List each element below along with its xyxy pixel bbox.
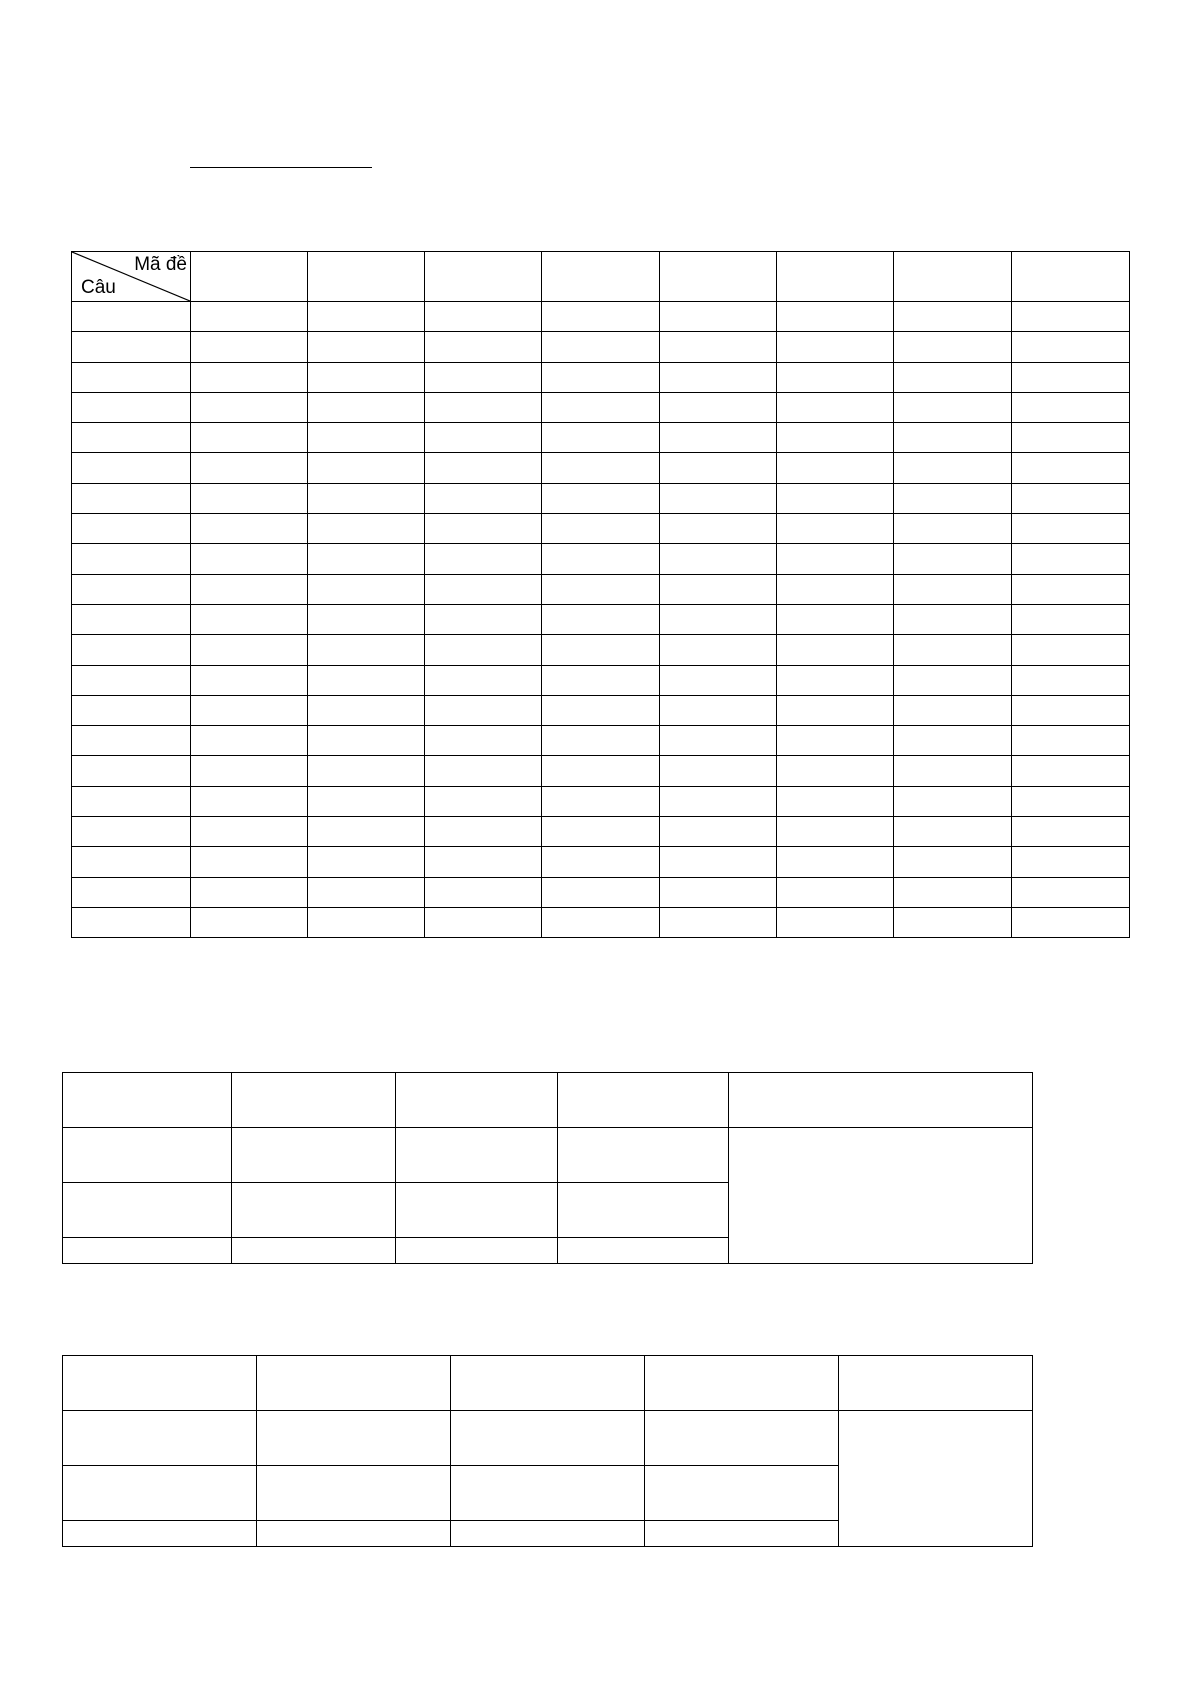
table-cell [451,1411,645,1466]
answer-cell [894,483,1012,513]
answer-cell [425,756,542,786]
exam-code-header-cell [777,252,894,302]
summary-table-1 [62,1072,1033,1264]
question-number-cell [72,786,191,816]
answer-cell [660,392,777,422]
table-cell [63,1183,232,1238]
answer-cell [894,574,1012,604]
answer-cell [191,302,308,332]
answer-cell [425,604,542,634]
answer-cell [894,544,1012,574]
answer-cell [894,423,1012,453]
answer-cell [308,392,425,422]
answer-cell [894,302,1012,332]
answer-cell [191,817,308,847]
answer-cell [777,756,894,786]
answer-cell [660,604,777,634]
answer-cell [1012,604,1130,634]
answer-cell [425,574,542,604]
answer-cell [1012,817,1130,847]
answer-cell [308,817,425,847]
answer-cell [777,726,894,756]
answer-cell [425,665,542,695]
summary-table-2 [62,1355,1033,1547]
table-row [72,423,1130,453]
answer-cell [191,695,308,725]
summary-header-cell [63,1356,257,1411]
answer-cell [1012,635,1130,665]
exam-code-header-cell [425,252,542,302]
answer-cell [542,362,660,392]
answer-cell [542,847,660,877]
answer-cell [191,574,308,604]
answer-cell [1012,847,1130,877]
table-cell [558,1128,729,1183]
answer-cell [777,695,894,725]
question-number-cell [72,726,191,756]
table-cell [396,1238,558,1264]
answer-cell [308,453,425,483]
answer-cell [1012,695,1130,725]
answer-cell [191,332,308,362]
answer-cell [425,483,542,513]
answer-cell [1012,786,1130,816]
answer-cell [894,726,1012,756]
table-row [63,1411,1033,1466]
summary-header-cell [257,1356,451,1411]
summary-header-cell [839,1356,1033,1411]
answer-cell [1012,726,1130,756]
table-cell [63,1128,232,1183]
table-cell [451,1466,645,1521]
answer-cell [425,392,542,422]
question-number-cell [72,423,191,453]
answer-cell [1012,362,1130,392]
answer-cell [425,817,542,847]
summary-header-cell [232,1073,396,1128]
table-cell [645,1521,839,1547]
answer-cell [425,726,542,756]
answer-cell [777,907,894,937]
answer-cell [1012,483,1130,513]
table-row [72,877,1130,907]
answer-cell [1012,877,1130,907]
answer-cell [660,695,777,725]
answer-cell [660,817,777,847]
answer-cell [894,392,1012,422]
question-number-cell [72,665,191,695]
answer-cell [542,635,660,665]
exam-code-header-cell [542,252,660,302]
question-number-cell [72,483,191,513]
answer-cell [1012,544,1130,574]
question-number-cell [72,302,191,332]
answer-cell [542,665,660,695]
answer-cell [191,453,308,483]
answer-key-table [71,251,1130,938]
table-row [72,574,1130,604]
exam-code-header-cell [191,252,308,302]
answer-cell [542,604,660,634]
answer-cell [191,907,308,937]
question-number-cell [72,574,191,604]
table-cell [396,1128,558,1183]
answer-cell [425,423,542,453]
answer-cell [308,726,425,756]
table-cell [63,1238,232,1264]
table-row [72,392,1130,422]
question-number-cell [72,907,191,937]
answer-cell [777,574,894,604]
answer-cell [777,665,894,695]
answer-cell [542,756,660,786]
answer-cell [894,877,1012,907]
table-cell [63,1411,257,1466]
table-cell [63,1521,257,1547]
summary-header-cell [558,1073,729,1128]
answer-cell [894,786,1012,816]
answer-cell [425,907,542,937]
table-row [63,1128,1033,1183]
answer-cell [542,907,660,937]
answer-cell [660,786,777,816]
answer-cell [425,877,542,907]
answer-cell [660,362,777,392]
answer-cell [777,453,894,483]
table-row [72,332,1130,362]
exam-code-header-cell [660,252,777,302]
answer-cell [542,392,660,422]
answer-cell [660,635,777,665]
answer-cell [777,483,894,513]
summary-header-cell [63,1073,232,1128]
answer-cell [542,483,660,513]
question-number-cell [72,877,191,907]
answer-cell [1012,514,1130,544]
answer-cell [894,635,1012,665]
answer-cell [777,514,894,544]
table-cell [232,1183,396,1238]
answer-cell [542,514,660,544]
question-number-cell [72,847,191,877]
answer-cell [425,847,542,877]
answer-cell [542,817,660,847]
table-row [72,302,1130,332]
question-number-cell [72,362,191,392]
answer-cell [191,665,308,695]
table-row [72,847,1130,877]
table-cell [558,1238,729,1264]
table-row [72,786,1130,816]
answer-cell [1012,423,1130,453]
answer-cell [542,786,660,816]
table-cell [645,1466,839,1521]
answer-cell [308,877,425,907]
answer-cell [777,544,894,574]
answer-cell [191,756,308,786]
answer-cell [308,423,425,453]
answer-cell [308,544,425,574]
answer-cell [894,665,1012,695]
table-cell [232,1128,396,1183]
answer-cell [542,695,660,725]
answer-cell [425,635,542,665]
answer-cell [1012,302,1130,332]
table-row [72,483,1130,513]
answer-cell [777,817,894,847]
answer-cell [425,786,542,816]
answer-cell [660,302,777,332]
exam-code-label: Mã đề [134,254,187,275]
answer-cell [894,847,1012,877]
answer-cell [542,302,660,332]
answer-cell [660,907,777,937]
title-underline [190,167,372,168]
answer-cell [542,332,660,362]
question-label: Câu [81,277,116,298]
answer-cell [1012,392,1130,422]
answer-cell [425,453,542,483]
answer-cell [191,635,308,665]
table-row [72,817,1130,847]
answer-cell [308,302,425,332]
question-number-cell [72,514,191,544]
answer-cell [425,544,542,574]
answer-cell [894,604,1012,634]
answer-cell [308,574,425,604]
answer-cell [894,907,1012,937]
answer-cell [191,544,308,574]
question-number-cell [72,817,191,847]
table-row [72,604,1130,634]
summary-header-cell [645,1356,839,1411]
answer-cell [542,726,660,756]
answer-cell [894,817,1012,847]
table-row [72,362,1130,392]
table-cell [257,1411,451,1466]
answer-cell [777,362,894,392]
answer-cell [660,453,777,483]
question-number-cell [72,635,191,665]
answer-cell [894,756,1012,786]
table-row [72,756,1130,786]
answer-cell [191,514,308,544]
answer-cell [308,604,425,634]
answer-cell [660,726,777,756]
answer-cell [308,786,425,816]
answer-cell [777,635,894,665]
answer-cell [191,847,308,877]
question-number-cell [72,453,191,483]
question-number-cell [72,332,191,362]
answer-cell [777,847,894,877]
table-cell [257,1521,451,1547]
summary-header-cell [451,1356,645,1411]
table-cell [257,1466,451,1521]
answer-cell [1012,665,1130,695]
answer-cell [191,392,308,422]
table-row [72,544,1130,574]
answer-cell [1012,574,1130,604]
answer-cell [542,453,660,483]
table-cell [451,1521,645,1547]
answer-cell [777,786,894,816]
answer-cell [660,665,777,695]
answer-cell [660,574,777,604]
table-cell [232,1238,396,1264]
table-row [72,635,1130,665]
answer-cell [191,726,308,756]
question-number-cell [72,695,191,725]
answer-cell [660,877,777,907]
answer-cell [777,423,894,453]
table-cell [63,1466,257,1521]
answer-cell [425,332,542,362]
answer-cell [660,847,777,877]
answer-cell [542,544,660,574]
table-row [72,907,1130,937]
table-row [72,514,1130,544]
answer-cell [660,423,777,453]
question-number-cell [72,544,191,574]
answer-cell [425,362,542,392]
summary-table-header-row [63,1356,1033,1411]
answer-cell [1012,756,1130,786]
answer-cell [894,695,1012,725]
answer-cell [894,453,1012,483]
answer-table-header-row [72,252,1130,302]
answer-cell [425,302,542,332]
answer-cell [425,695,542,725]
answer-cell [308,332,425,362]
table-row [72,665,1130,695]
answer-cell [191,786,308,816]
answer-cell [425,514,542,544]
merged-cell [839,1411,1033,1547]
exam-code-header-cell [894,252,1012,302]
answer-cell [308,665,425,695]
summary-table-header-row [63,1073,1033,1128]
answer-cell [777,877,894,907]
summary-header-cell [729,1073,1033,1128]
answer-cell [542,574,660,604]
question-number-cell [72,392,191,422]
corner-header-cell [72,252,191,302]
question-number-cell [72,604,191,634]
table-row [72,726,1130,756]
answer-cell [660,483,777,513]
answer-cell [191,877,308,907]
merged-cell [729,1128,1033,1264]
answer-cell [660,514,777,544]
answer-cell [542,877,660,907]
answer-cell [308,514,425,544]
answer-cell [660,756,777,786]
answer-cell [191,423,308,453]
answer-cell [777,604,894,634]
answer-cell [777,392,894,422]
table-row [72,695,1130,725]
answer-cell [191,483,308,513]
answer-cell [1012,907,1130,937]
answer-cell [894,332,1012,362]
table-row [72,453,1130,483]
answer-cell [894,514,1012,544]
answer-cell [308,907,425,937]
answer-cell [542,423,660,453]
answer-cell [308,756,425,786]
answer-cell [308,847,425,877]
answer-cell [894,362,1012,392]
table-cell [396,1183,558,1238]
answer-cell [1012,332,1130,362]
summary-header-cell [396,1073,558,1128]
table-cell [558,1183,729,1238]
answer-cell [660,332,777,362]
answer-cell [191,604,308,634]
exam-code-header-cell [1012,252,1130,302]
table-cell [645,1411,839,1466]
answer-cell [308,695,425,725]
answer-cell [777,332,894,362]
question-number-cell [72,756,191,786]
exam-code-header-cell [308,252,425,302]
answer-cell [1012,453,1130,483]
answer-cell [660,544,777,574]
answer-cell [191,362,308,392]
answer-cell [308,362,425,392]
answer-cell [308,483,425,513]
answer-cell [308,635,425,665]
answer-cell [777,302,894,332]
